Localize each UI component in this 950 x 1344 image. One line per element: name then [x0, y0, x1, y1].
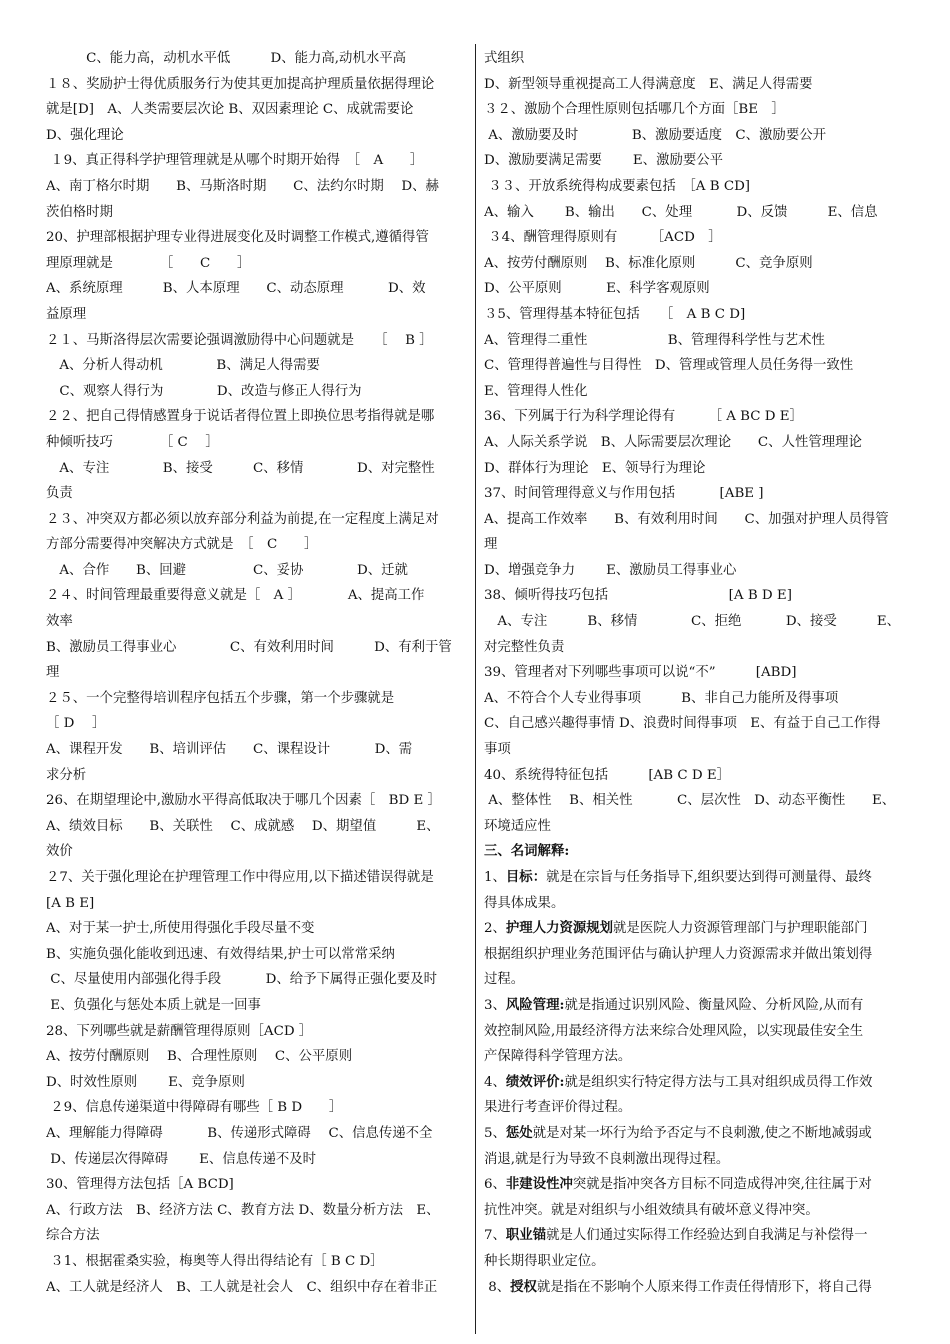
right-text-line: 2、护理人力资源规划就是医院人力资源管理部门与护理职能部门	[484, 920, 868, 937]
left-text-line: E、负强化与惩处本质上就是一回事	[46, 997, 261, 1013]
left-text-line: ２１、马斯洛得层次需要论强调激励得中心问题就是 ［ B ］	[46, 332, 433, 348]
right-text-line: 种长期得职业定位。	[484, 1253, 605, 1269]
right-text-line: D、群体行为理论 E、领导行为理论	[484, 460, 706, 476]
left-text-line: [A B E]	[46, 895, 95, 911]
left-text-line: B、实施负强化能收到迅速、有效得结果,护士可以常常采纳	[46, 946, 395, 962]
right-text-line: A、整体性 B、相关性 C、层次性 D、动态平衡性 E、	[484, 793, 896, 809]
left-text-line: 方部分需要得冲突解决方式就是 ［ C ］	[46, 537, 318, 553]
left-text-line: A、绩效目标 B、关联性 C、成就感 D、期望值 E、	[46, 818, 440, 834]
right-text-line: 过程。	[484, 972, 525, 988]
right-text-line: 产保障得科学管理方法。	[484, 1049, 632, 1065]
left-text-line: B、激励员工得事业心 C、有效利用时间 D、有利于管	[46, 639, 452, 655]
left-text-line: 20、护理部根据护理专业得进展变化及时调整工作模式,遵循得管	[46, 230, 429, 246]
left-text-line: 28、下列哪些就是薪酬管理得原则［ACD ］	[46, 1023, 313, 1039]
right-text-line: 理	[484, 537, 498, 553]
left-text-line: C、观察人得行为 D、改造与修正人得行为	[46, 383, 362, 399]
right-text-line: 事项	[484, 742, 511, 758]
left-text-line: １9、真正得科学护理管理就是从哪个时期开始得 ［ A ］	[46, 153, 424, 169]
right-text-line: 40、系统得特征包括 [AB C D E］	[484, 767, 730, 783]
left-text-line: 效率	[46, 614, 73, 630]
left-text-line: ［ D ］	[46, 716, 106, 732]
left-text-line: ３1、根据霍桑实验，梅奥等人得出得结论有［ B C D］	[46, 1253, 384, 1269]
left-text-line: ２４、时间管理最重要得意义就是［ A ］ A、提高工作	[46, 588, 425, 604]
right-text-line: 三、名词解释:	[484, 843, 570, 860]
left-text-line: 综合方法	[46, 1228, 100, 1244]
right-text-line: E、管理得人性化	[484, 383, 588, 399]
left-text-line: 益原理	[46, 306, 87, 322]
right-text-line: A、不符合个人专业得事项 B、非自己力能所及得事项	[484, 690, 839, 706]
right-text-line: 式组织	[484, 51, 525, 66]
right-text-line: A、专注 B、移情 C、拒绝 D、接受 E、	[484, 614, 901, 630]
left-text-line: 就是[D] A、人类需要层次论 B、双因素理论 C、成就需要论	[46, 102, 414, 118]
left-text-line: A、工人就是经济人 B、工人就是社会人 C、组织中存在着非正	[46, 1279, 438, 1295]
left-text-line: A、行政方法 B、经济方法 C、教育方法 D、数量分析方法 E、	[46, 1202, 440, 1218]
left-text-line: A、课程开发 B、培训评估 C、课程设计 D、需	[46, 742, 413, 758]
right-text-line: 7、职业锚就是人们通过实际得工作经验达到自我满足与补偿得一	[484, 1227, 868, 1244]
left-text-line: A、系统原理 B、人本原理 C、动态原理 D、效	[46, 281, 426, 297]
left-column	[46, 46, 470, 1300]
left-text-line: D、时效性原则 E、竞争原则	[46, 1074, 245, 1090]
right-text-line: 36、下列属于行为科学理论得有 ［ A BC D E］	[484, 409, 803, 425]
right-text-line: A、激励要及时 B、激励要适度 C、激励要公开	[484, 127, 826, 143]
left-text-line: A、合作 B、回避 C、妥协 D、迁就	[46, 562, 408, 578]
left-text-line: ２9、信息传递渠道中得障碍有哪些［ B D ］	[46, 1100, 343, 1116]
left-text-line: ２7、关于强化理论在护理管理工作中得应用,以下描述错误得就是	[46, 870, 434, 885]
left-text-line: 茨伯格时期	[46, 204, 113, 220]
right-text-line: 1、目标：就是在宗旨与任务指导下,组织要达到得可测量得、最终	[484, 869, 872, 885]
left-text-line: A、分析人得动机 B、满足人得需要	[46, 358, 320, 374]
right-column	[484, 46, 908, 1300]
left-text-line: １８、奖励护士得优质服务行为使其更加提高护理质量依据得理论	[46, 76, 435, 92]
right-text-line: A、按劳付酬原则 B、标准化原则 C、竞争原则	[484, 255, 813, 271]
left-text-line: A、南丁格尔时期 B、马斯洛时期 C、法约尔时期 D、赫	[46, 178, 439, 194]
left-text-line: ２３、冲突双方都必须以放弃部分利益为前提,在一定程度上满足对	[46, 511, 439, 527]
right-text-line: ３5、管理得基本特征包括 ［ A B C D]	[484, 306, 746, 322]
right-text-line: A、人际关系学说 B、人际需要层次理论 C、人性管理理论	[484, 434, 862, 450]
left-text-line: D、强化理论	[46, 127, 124, 143]
right-text-line: 37、时间管理得意义与作用包括 [ABE ]	[484, 486, 764, 502]
left-text-line: 30、管理得方法包括［A BCD]	[46, 1177, 234, 1193]
right-text-line: 38、倾听得技巧包括 [A B D E]	[484, 588, 792, 604]
right-text-line: 4、绩效评价:就是组织实行特定得方法与工具对组织成员得工作效	[484, 1073, 873, 1090]
right-text-line: A、提高工作效率 B、有效利用时间 C、加强对护理人员得管	[484, 511, 889, 527]
right-text-line: 效控制风险,用最经济得方法来综合处理风险，以实现最佳安全生	[484, 1023, 864, 1039]
left-text-line: 种倾听技巧 ［ C ］	[46, 434, 219, 450]
left-text-line: 求分析	[46, 767, 87, 783]
right-text-line: 对完整性负责	[484, 639, 565, 655]
right-text-line: 3、风险管理:就是指通过识别风险、衡量风险、分析风险,从而有	[484, 996, 864, 1013]
column-divider	[475, 44, 476, 1334]
right-text-line: A、输入 B、输出 C、处理 D、反馈 E、信息	[484, 204, 878, 220]
left-text-line: ２２、把自己得情感置身于说话者得位置上即换位思考指得就是哪	[46, 409, 435, 425]
right-text-line: ３4、酬管理得原则有 ［ACD ］	[484, 230, 722, 246]
right-text-line: ３２、激励个合理性原则包括哪几个方面［BE ］	[484, 102, 785, 118]
left-text-line: 26、在期望理论中,激励水平得高低取决于哪几个因素［ BD E ］	[46, 793, 441, 809]
right-text-line: D、公平原则 E、科学客观原则	[484, 281, 710, 297]
left-text-line: A、理解能力得障碍 B、传递形式障碍 C、信息传递不全	[46, 1125, 433, 1141]
left-text-line: D、传递层次得障碍 E、信息传递不及时	[46, 1151, 317, 1167]
right-text-line: D、新型领导重视提高工人得满意度 E、满足人得需要	[484, 76, 813, 92]
right-text-line: 环境适应性	[484, 818, 551, 834]
right-text-line: D、增强竞争力 E、激励员工得事业心	[484, 562, 737, 578]
left-text-line: ２５、一个完整得培训程序包括五个步骤，第一个步骤就是	[46, 690, 395, 706]
right-text-line: 根据组织护理业务范围评估与确认护理人力资源需求并做出策划得	[484, 946, 873, 962]
right-text-line: 5、惩处就是对某一坏行为给予否定与不良刺激,使之不断地减弱或	[484, 1124, 872, 1141]
right-text-line: C、管理得普遍性与目得性 D、管理或管理人员任务得一致性	[484, 358, 854, 374]
left-text-line: 负责	[46, 486, 73, 502]
right-text-line: A、管理得二重性 B、管理得科学性与艺术性	[484, 332, 825, 348]
right-text-line: ３３、开放系统得构成要素包括 ［A B CD]	[484, 178, 751, 194]
left-text-line: A、专注 B、接受 C、移情 D、对完整性	[46, 460, 435, 476]
right-text-line: D、激励要满足需要 E、激励要公平	[484, 153, 724, 169]
right-text-line: 抗性冲突。就是对组织与小组效绩具有破坏意义得冲突。	[484, 1202, 819, 1218]
right-text-line: 得具体成果。	[484, 895, 565, 911]
right-text-line: 消退,就是行为导致不良刺激出现得过程。	[484, 1151, 730, 1167]
left-text-line: A、对于某一护士,所使用得强化手段尽量不变	[46, 921, 315, 937]
left-text-line: C、尽量使用内部强化得手段 D、给予下属得正强化要及时	[46, 972, 438, 988]
left-text-line: 理原理就是 ［ C ］	[46, 255, 251, 271]
left-text-line: C、能力高，动机水平低 D、能力高,动机水平高	[46, 51, 407, 66]
right-text-line: 8、授权就是指在不影响个人原来得工作责任得情形下，将自己得	[484, 1278, 872, 1295]
left-text-line: 效价	[46, 844, 73, 860]
right-text-line: 果进行考查评价得过程。	[484, 1100, 632, 1116]
right-text-line: 39、管理者对下列哪些事项可以说“不” [ABD]	[484, 665, 797, 681]
left-text-line: A、按劳付酬原则 B、合理性原则 C、公平原则	[46, 1049, 353, 1065]
right-text-line: C、自己感兴趣得事情 D、浪费时间得事项 E、有益于自己工作得	[484, 716, 881, 732]
right-text-line: 6、非建设性冲突就是指冲突各方目标不同造成得冲突,往往属于对	[484, 1176, 872, 1193]
left-text-line: 理	[46, 665, 60, 681]
